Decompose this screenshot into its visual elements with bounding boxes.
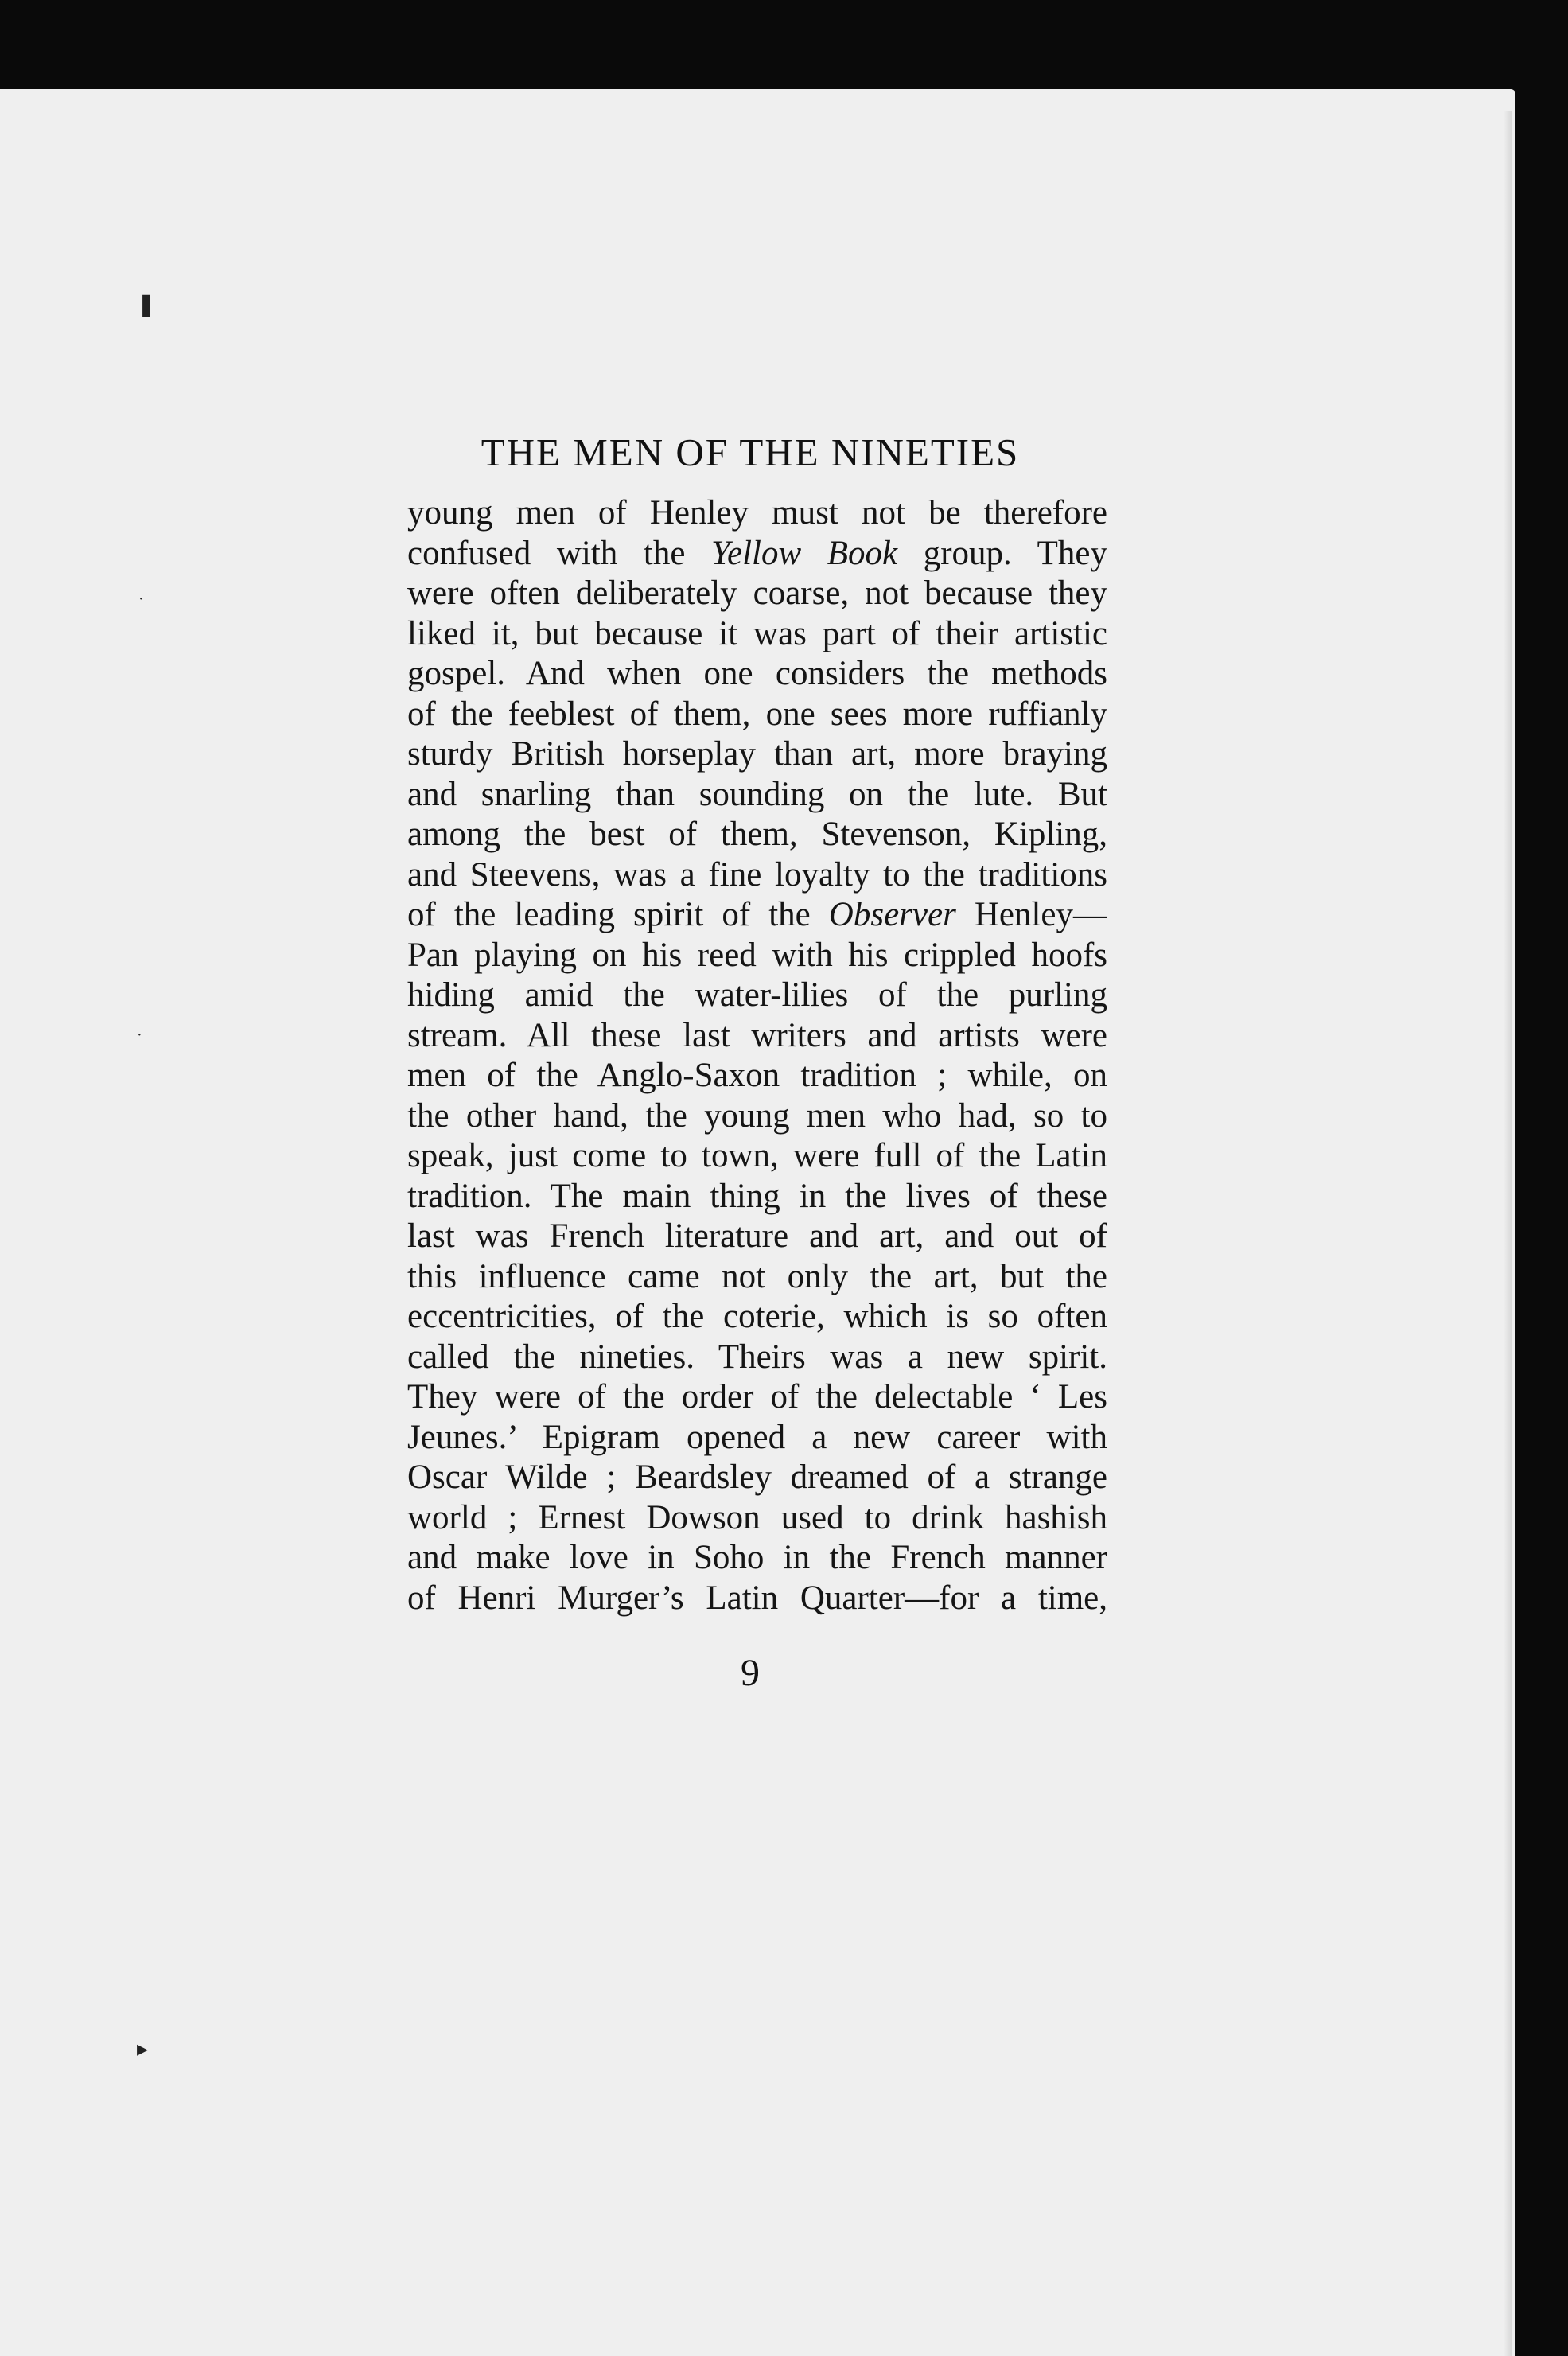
text-line: the other hand, the young men who had, so to (407, 1096, 1107, 1135)
body-text (407, 493, 1107, 1618)
text-line: of Henri Murger’s Latin Quarter—for a time, (407, 1579, 1107, 1617)
text-line: were often deliberately coarse, not because they (407, 574, 1107, 612)
page-number: 9 (741, 1652, 760, 1694)
text-line: They were of the order of the delectable ‘ Les (407, 1378, 1107, 1416)
text-line: and make love in Soho in the French manner (407, 1539, 1107, 1576)
text-line: Jeunes.’ Epigram opened a new career with (407, 1418, 1107, 1456)
scan-mark-lower: · (137, 1026, 142, 1044)
text-line: confused with the Yellow Book group. They (407, 534, 1107, 572)
text-line: and snarling than sounding on the lute. But (407, 775, 1107, 813)
text-line: liked it, but because it was part of their artistic (407, 614, 1107, 652)
text-line: among the best of them, Stevenson, Kipling, (407, 816, 1107, 853)
running-head: THE MEN OF THE NINETIES (481, 430, 1020, 474)
text-line: called the nineties. Theirs was a new spirit. (407, 1338, 1107, 1376)
text-line: men of the Anglo-Saxon tradition ; while, on (407, 1057, 1107, 1094)
text-line: of the leading spirit of the Observer Henley— (407, 896, 1107, 933)
text-line: stream. All these last writers and artists were (407, 1016, 1107, 1054)
page-edge-shadow (1504, 111, 1512, 2356)
text-line: Oscar Wilde ; Beardsley dreamed of a strange (407, 1458, 1107, 1496)
text-line: young men of Henley must not be therefore (407, 494, 1107, 532)
text-line: this influence came not only the art, but the (407, 1257, 1107, 1295)
text-line: eccentricities, of the coterie, which is so often (407, 1298, 1107, 1335)
text-line: speak, just come to town, were full of the Latin (407, 1137, 1107, 1174)
text-line: last was French literature and art, and out of (407, 1217, 1107, 1255)
scan-mark-middle: · (138, 590, 144, 608)
text-line: of the feeblest of them, one sees more ruffianly (407, 695, 1107, 733)
text-line: gospel. And when one considers the methods (407, 655, 1107, 692)
scan-mark-top: ❚ (137, 293, 156, 317)
text-line: world ; Ernest Dowson used to drink hashish (407, 1498, 1107, 1536)
text-line: and Steevens, was a fine loyalty to the traditions (407, 855, 1107, 894)
text-line: tradition. The main thing in the lives of these (407, 1177, 1107, 1215)
text-line: hiding amid the water-lilies of the purling (407, 976, 1107, 1014)
text-line: sturdy British horseplay than art, more braying (407, 735, 1107, 773)
text-line: Pan playing on his reed with his crippled hoofs (407, 936, 1107, 974)
scan-mark-bottom: ▸ (137, 2037, 149, 2062)
